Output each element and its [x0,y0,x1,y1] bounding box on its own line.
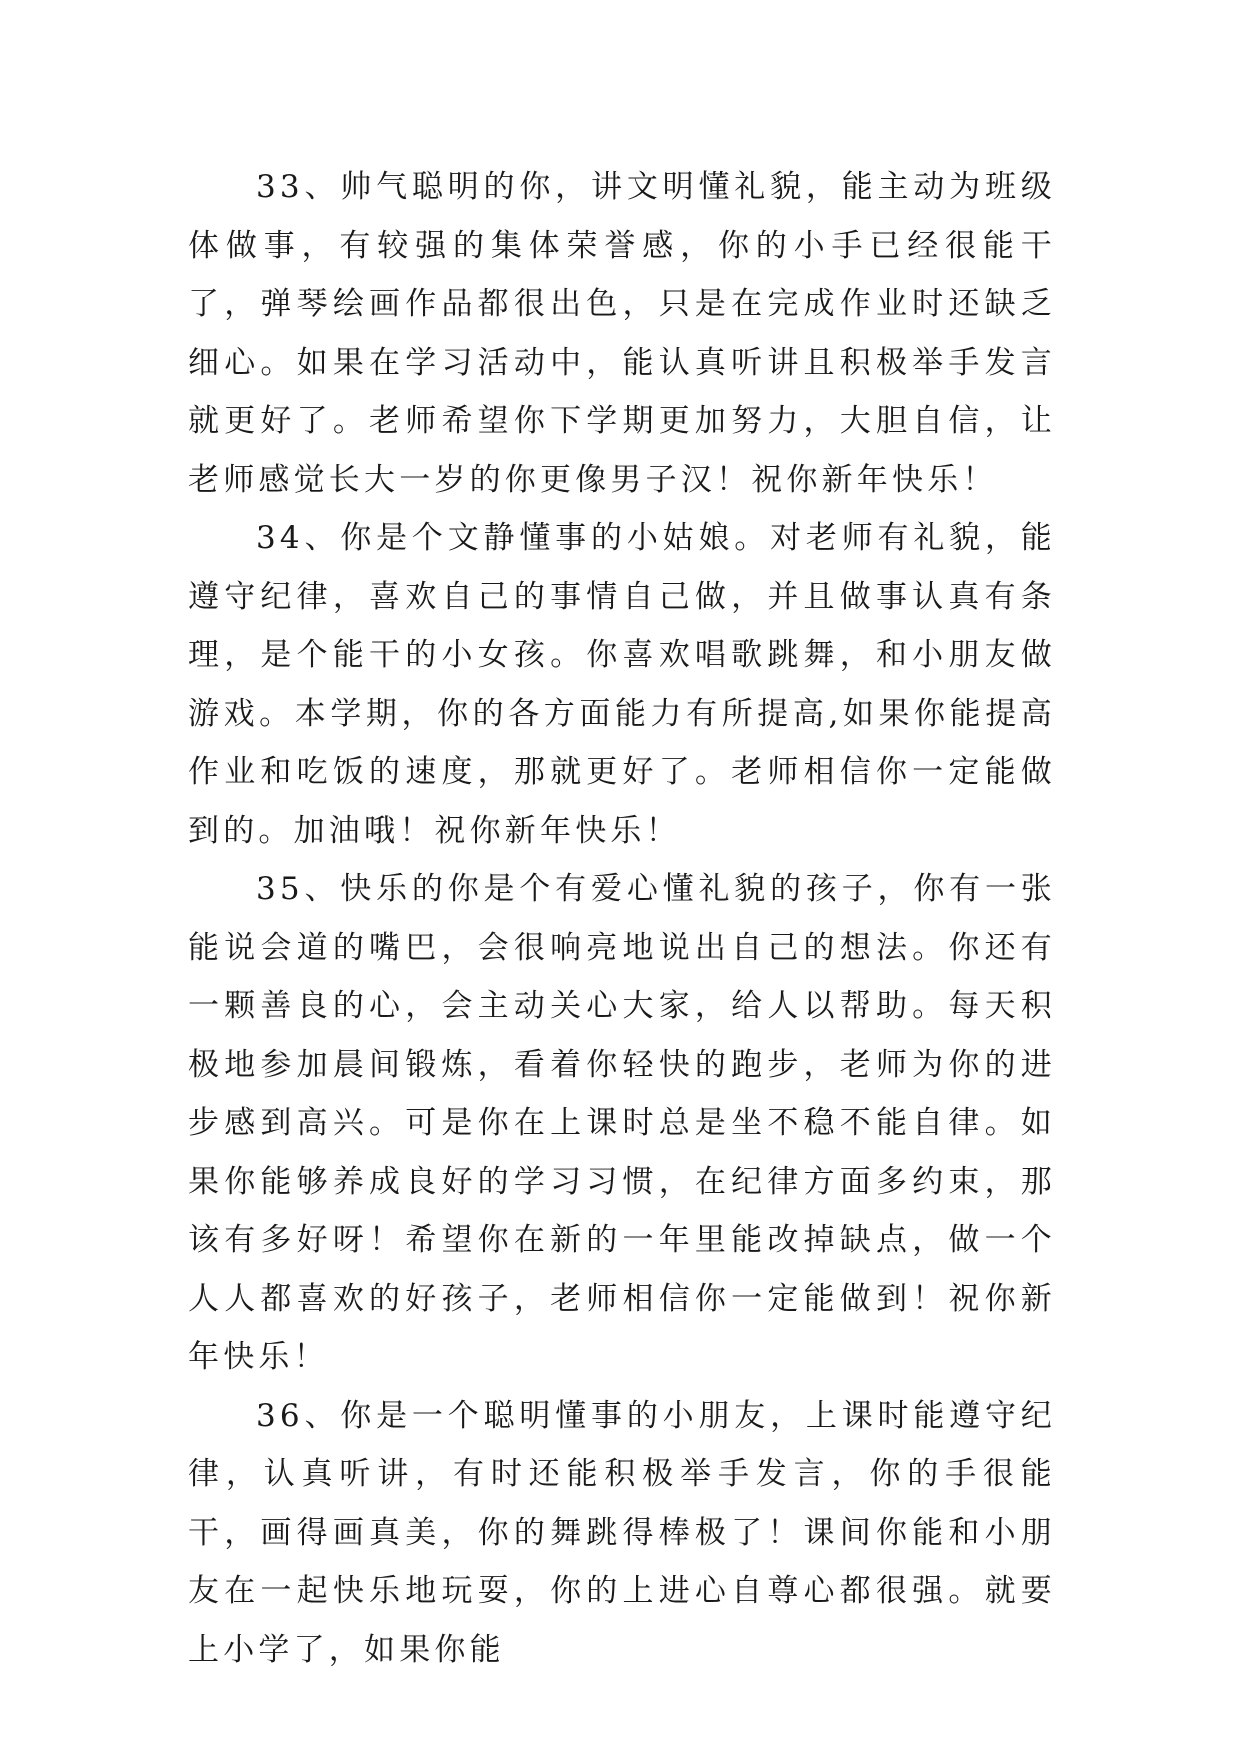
comment-paragraph-34: 34、你是个文静懂事的小姑娘。对老师有礼貌，能遵守纪律，喜欢自己的事情自己做，并且做事认真有条理，是个能干的小女孩。你喜欢唱歌跳舞，和小朋友做游戏。本学期，你的各方面能力有所提高,如果你能提高作业和吃饭的速度，那就更好了。老师相信你一定能做到的。加油哦！祝你新年快乐！ [188,520,1056,849]
comment-paragraph-35: 35、快乐的你是个有爱心懂礼貌的孩子，你有一张能说会道的嘴巴，会很响亮地说出自己的想法。你还有一颗善良的心，会主动关心大家，给人以帮助。每天积极地参加晨间锻炼，看着你轻快的跑步，老师为你的进步感到高兴。可是你在上课时总是坐不稳不能自律。如果你能够养成良好的学习习惯，在纪律方面多约束，那该有多好呀！希望你在新的一年里能改掉缺点，做一个人人都喜欢的好孩子，老师相信你一定能做到！祝你新年快乐！ [188,871,1056,1375]
document-page [188,158,1056,1679]
comment-paragraph-36: 36、你是一个聪明懂事的小朋友，上课时能遵守纪律，认真听讲，有时还能积极举手发言，你的手很能干，画得画真美，你的舞跳得棒极了！课间你能和小朋友在一起快乐地玩耍，你的上进心自尊心都很强。就要上小学了，如果你能 [188,1397,1056,1668]
comment-paragraph-33: 33、帅气聪明的你，讲文明懂礼貌，能主动为班级体做事，有较强的集体荣誉感，你的小手已经很能干了，弹琴绘画作品都很出色，只是在完成作业时还缺乏细心。如果在学习活动中，能认真听讲且积极举手发言就更好了。老师希望你下学期更加努力，大胆自信，让老师感觉长大一岁的你更像男子汉！祝你新年快乐！ [188,169,1056,498]
